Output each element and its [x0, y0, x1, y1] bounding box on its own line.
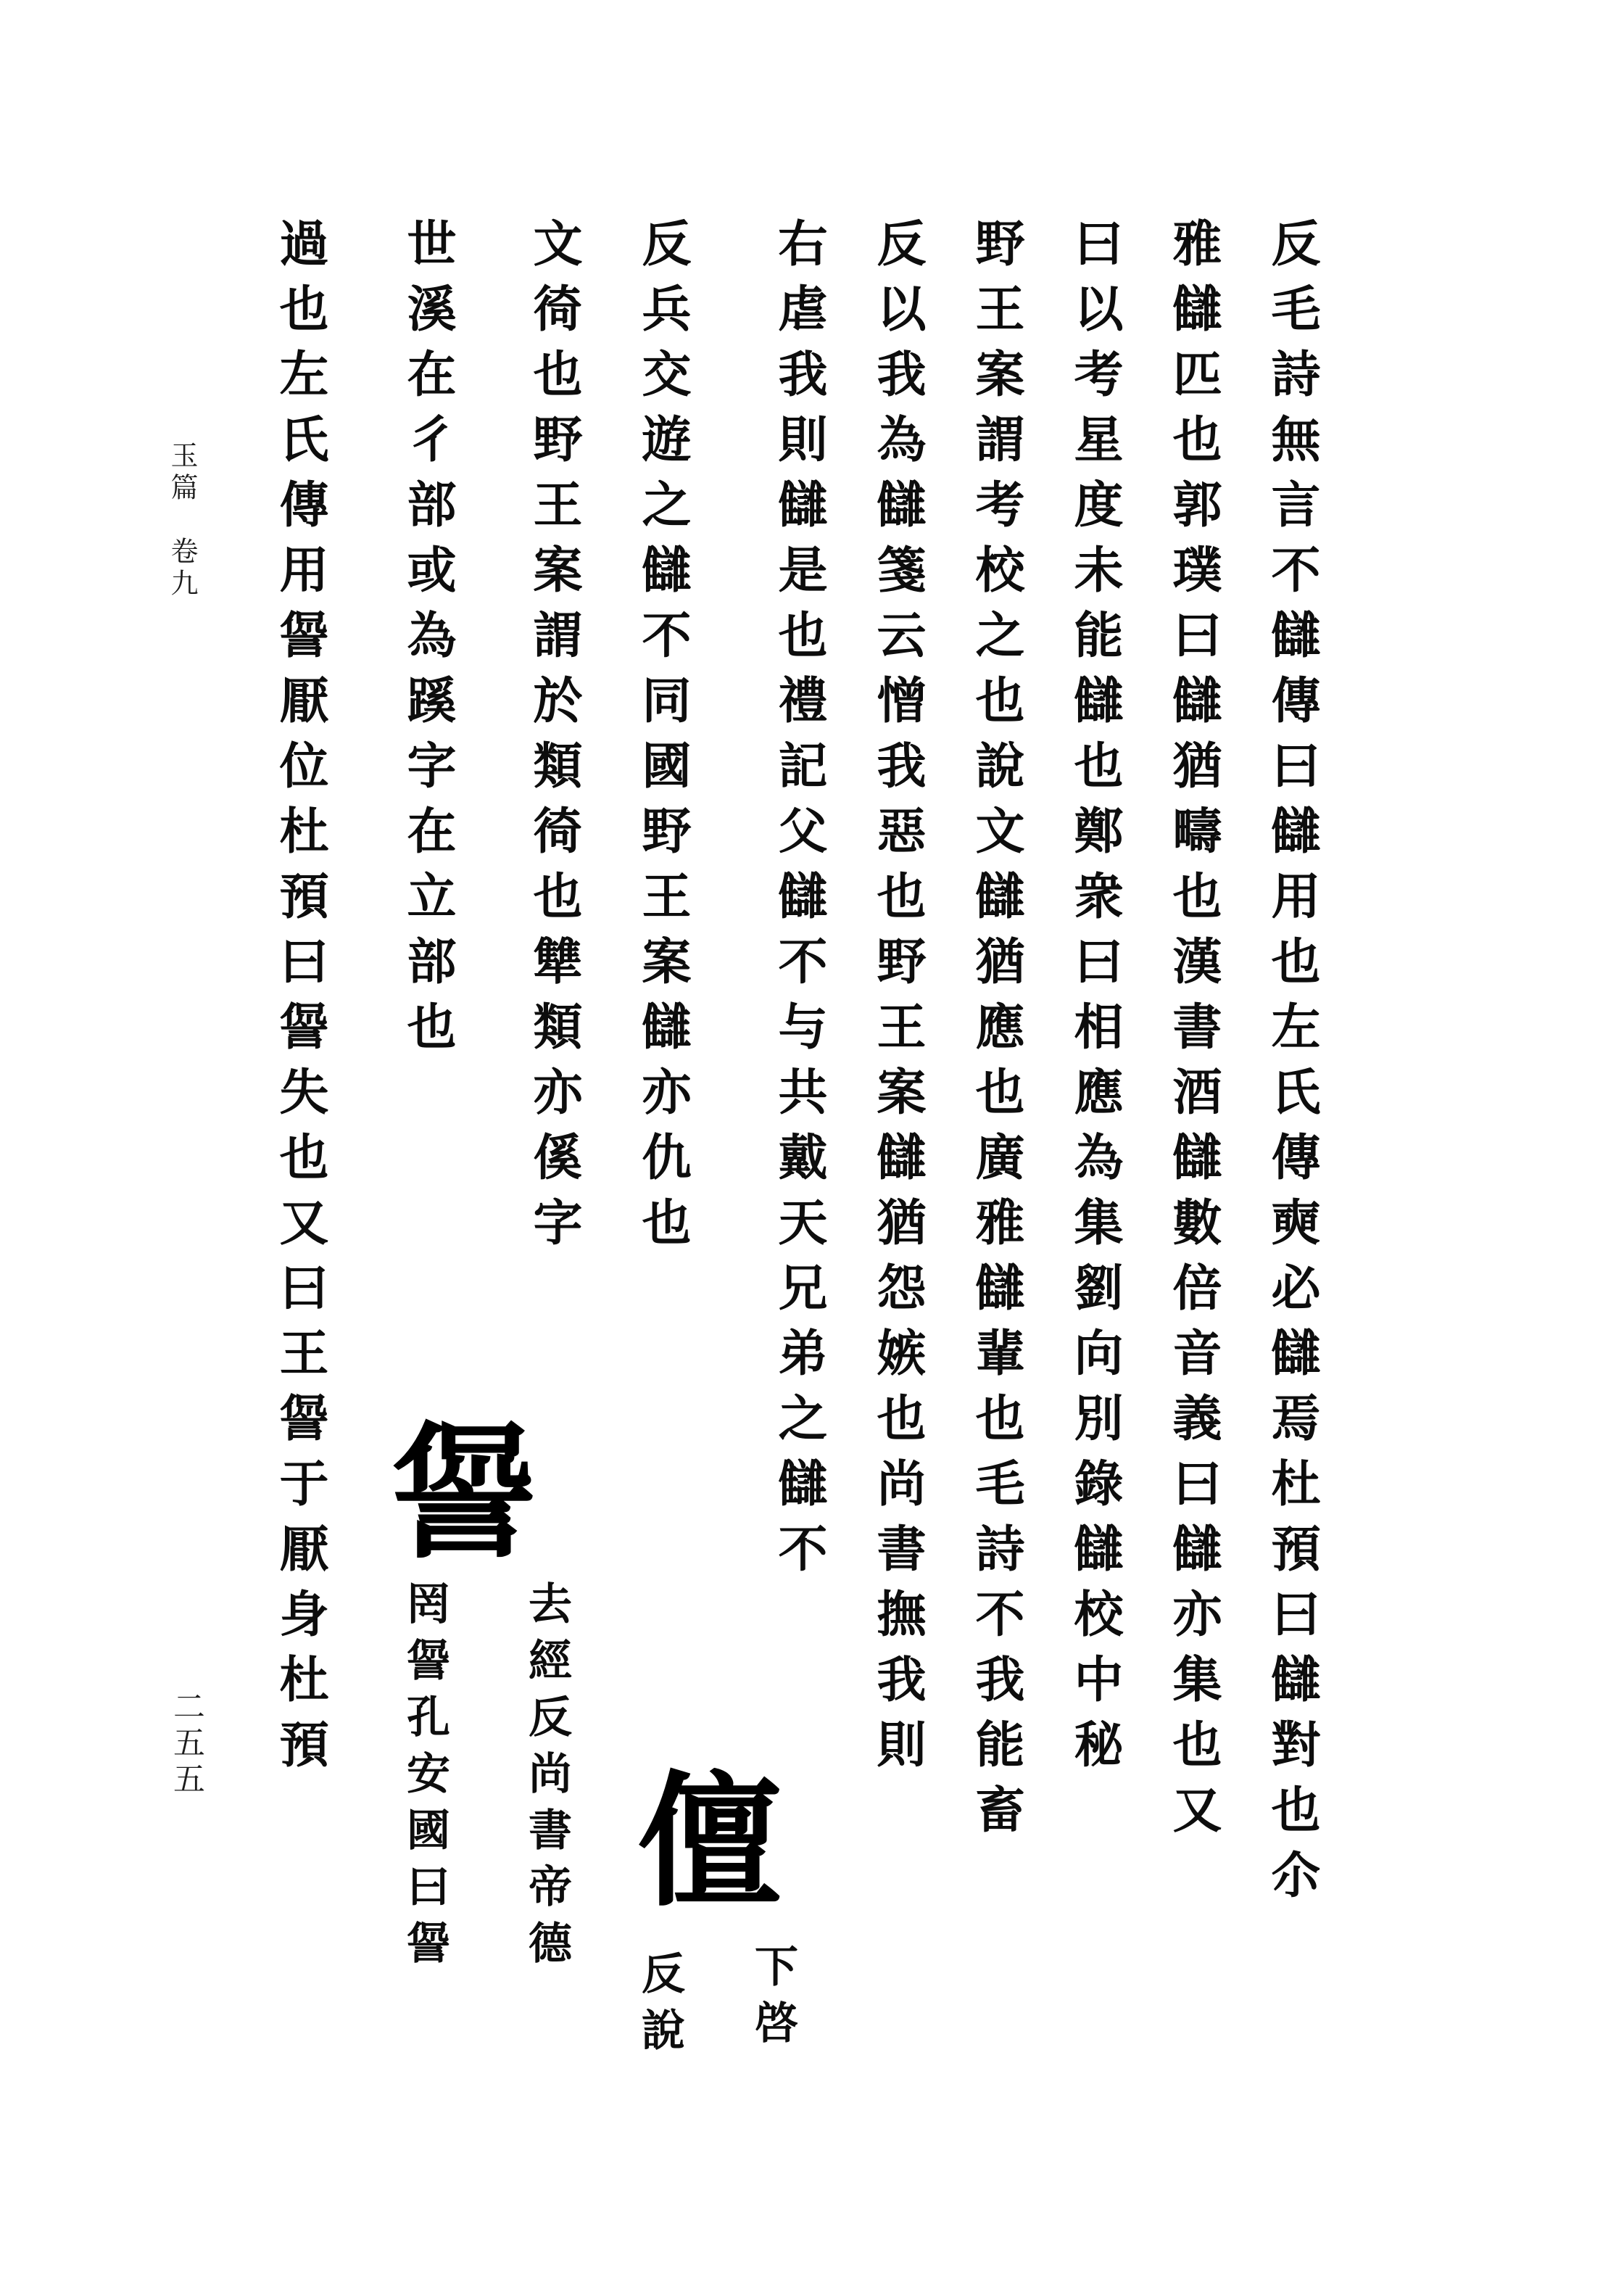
- margin-title: 玉篇 卷九: [166, 441, 198, 600]
- text-column-3: 曰以考星度未能讎也鄭衆曰相應為集劉向別錄讎校中秘: [1066, 218, 1124, 1784]
- text-column-6: 右虐我則讎是也禮記父讎不与共戴天兄弟之讎不: [770, 218, 828, 1588]
- headword-definition-2b: 罔諐孔安國曰諐: [399, 1581, 450, 1977]
- text-column-9: 世溪在彳部或為蹊字在立部也: [399, 218, 457, 1066]
- headword-note-1: 下啓: [747, 1943, 798, 2056]
- headword-large-1: 儃: [638, 1756, 784, 1927]
- text-column-2: 雅讎匹也郭璞曰讎猶疇也漢書酒讎數倍音義曰讎亦集也又: [1164, 218, 1222, 1849]
- text-column-10: 過也左氏傳用諐厭位杜預曰諐失也又曰王諐于厭身杜預: [271, 218, 329, 1784]
- text-column-8: 文徛也野王案謂於類徛也犨類亦傒字: [525, 218, 583, 1262]
- text-column-5: 反以我為讎箋云憎我惡也野王案讎猶怨嫉也尚書撫我則: [869, 218, 927, 1784]
- headword-note-2: 反說: [634, 1951, 685, 2064]
- text-column-1: 反毛詩無言不讎傳曰讎用也左氏傳奭必讎焉杜預曰讎對也尒: [1263, 218, 1321, 1914]
- text-column-7: 反兵交遊之讎不同國野王案讎亦仇也: [634, 218, 692, 1262]
- text-column-4: 野王案謂考校之也說文讎猶應也廣雅讎輩也毛詩不我能畜: [967, 218, 1025, 1849]
- page-number: 二五五: [167, 1690, 204, 1798]
- headword-definition-2a: 去經反尚書帝德: [521, 1581, 572, 1977]
- headword-large-2: 諐: [392, 1408, 537, 1579]
